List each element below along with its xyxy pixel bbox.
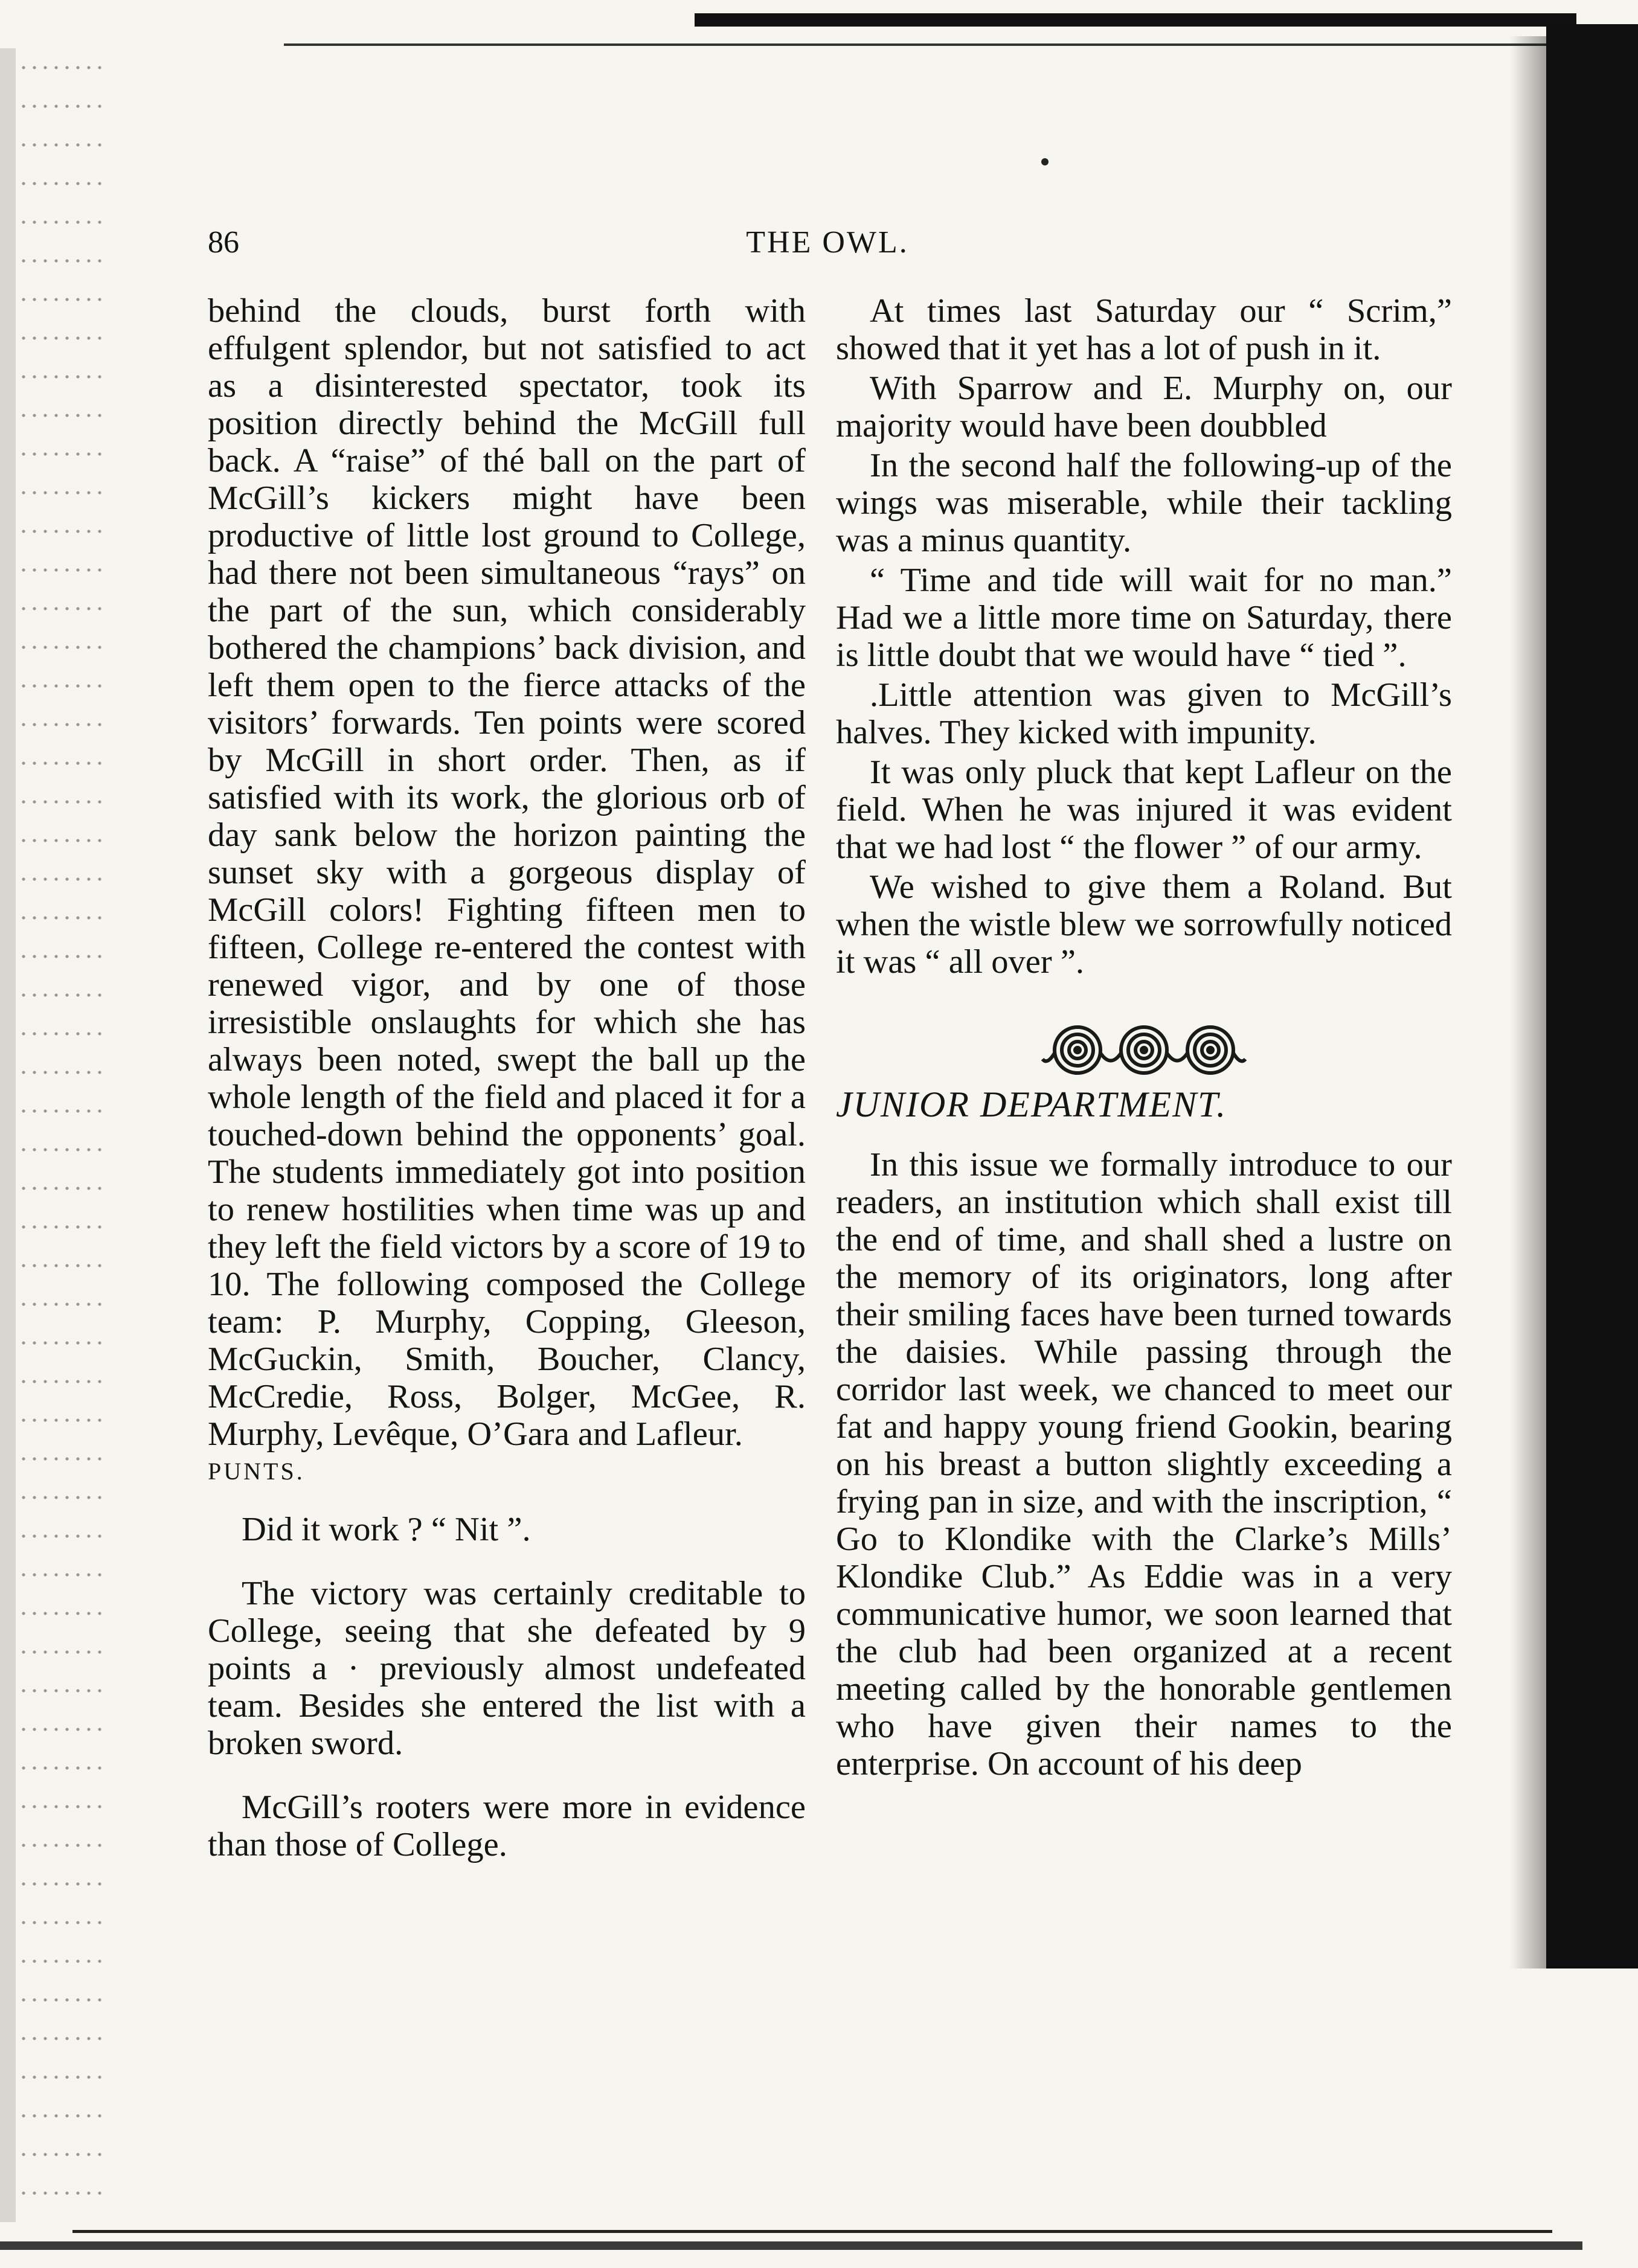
- paragraph-match-report: behind the clouds, burst forth with effulgent splendor, but not satisfied to act as a disinterested spectator, took its position directly behind the McGill full back. A “raise” of thé ball on the part of McGill’s kickers might have been productive of little lost ground to College, had there not been simultaneous “rays” on the part of the sun, which considerably bothered the champions’ back division, and left them open to the fierce attacks of the visitors’ forwards. Ten points were scored by McGill in short order. Then, as if satisfied with its work, the glorious orb of day sank below the horizon painting the sunset sky with a gorgeous display of McGill colors! Fighting fifteen men to fifteen, College re-entered the contest with renewed vigor, and by one of those irresistible onslaughts for which she has always been noted, swept the ball up the whole length of the field and placed it for a touched-down behind the opponents’ goal. The students immediately got into position to renew hostilities when time was up and they left the field victors by a score of 19 to 10. The following composed the College team: P. Murphy, Copping, Gleeson, McGuckin, Smith, Boucher, Clancy, McCredie, Ross, Bolger, McGee, R. Murphy, Levêque, O’Gara and Lafleur.: [208, 292, 806, 1453]
- paragraph-rooters: McGill’s rooters were more in evidence than those of College.: [208, 1789, 806, 1863]
- punts-subheading: PUNTS.: [208, 1458, 305, 1485]
- scan-bottom-border: [0, 2241, 1582, 2250]
- paragraph-junior-department: In this issue we formally introduce to our readers, an institution which shall exist till the end of time, and shall shed a lustre on the memory of its originators, long after their smiling faces have been turned towards the daisies. While passing through the corridor last week, we chanced to meet our fat and happy young friend Gookin, bearing on his breast a button slightly exceeding a frying pan in size, and with the inscription, “ Go to Klondike with the Clarke’s Mills’ Klondike Club.” As Eddie was in a very communicative humor, we soon learned that the club had been organized at a recent meeting called by the honorable gentlemen who have given their names to the enterprise. On account of his deep: [836, 1146, 1452, 1783]
- paragraph-lafleur: It was only pluck that kept Lafleur on the field. When he was injured it was evident that we had lost “ the flower ” of our army.: [836, 754, 1452, 866]
- scan-right-shadow: [1510, 36, 1546, 1968]
- scan-bottom-rule: [72, 2230, 1552, 2233]
- paragraph-did-it-work: Did it work ? “ Nit ”.: [242, 1511, 531, 1548]
- junior-department-title: JUNIOR DEPARTMENT.: [836, 1084, 1227, 1124]
- scan-top-rule: [284, 43, 1564, 46]
- right-column: [836, 292, 1452, 1783]
- scan-speck: [1041, 158, 1049, 165]
- scan-left-specks: [18, 48, 109, 2222]
- page-number: 86: [208, 225, 239, 260]
- scan-top-border: [695, 13, 1576, 27]
- paragraph-second-half: In the second half the following-up of the wings was miserable, while their tackling was a minus quantity.: [836, 447, 1452, 559]
- paragraph-time-and-tide: “ Time and tide will wait for no man.” Had we a little more time on Saturday, there is little doubt that we would have “ tied ”.: [836, 562, 1452, 674]
- paragraph-sparrow: With Sparrow and E. Murphy on, our majority would have been doubbled: [836, 370, 1452, 444]
- paragraph-victory: The victory was certainly creditable to College, seeing that she defeated by 9 points a · previously almost undefeated team. Besides she entered the list with a broken sword.: [208, 1575, 806, 1762]
- left-column: [208, 292, 806, 1863]
- scan-left-border: [0, 48, 16, 2222]
- triple-spiral-ornament-icon: [1041, 1017, 1247, 1083]
- paragraph-roland: We wished to give them a Roland. But when the wistle blew we sorrowfully noticed it was “ all over ”.: [836, 868, 1452, 981]
- scan-right-border: [1546, 24, 1638, 1968]
- paragraph-halves: .Little attention was given to McGill’s halves. They kicked with impunity.: [836, 676, 1452, 751]
- running-head: THE OWL.: [746, 225, 909, 260]
- paragraph-scrim: At times last Saturday our “ Scrim,” showed that it yet has a lot of push in it.: [836, 292, 1452, 367]
